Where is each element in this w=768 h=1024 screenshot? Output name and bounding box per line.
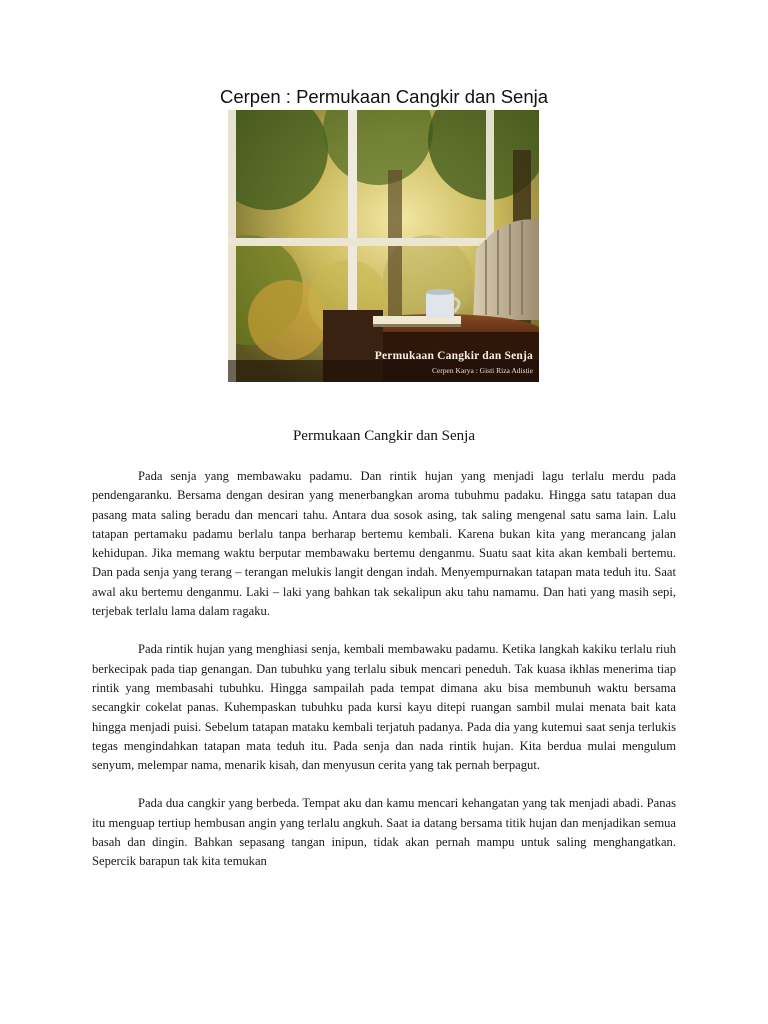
window-scene-illustration	[228, 110, 539, 382]
paragraph: Pada dua cangkir yang berbeda. Tempat aku dan kamu mencari kehangatan yang tak menjadi abadi. Panas itu menguap tertiup hembusan angin yang terlalu angkuh. Saat ia datang bersama titik hujan dan menjadikan semua basah dan dingin. Bahkan sepasang tangan inipun, tidak akan pernah mampu untuk saling menghangatkan. Sepercik barapun tak kita temukan	[92, 796, 676, 869]
story-body	[92, 467, 676, 891]
paragraph: Pada rintik hujan yang menghiasi senja, kembali membawaku padamu. Ketika langkah kakiku terlalu riuh berkecipak pada tiap genangan. Dan tubuhku yang terlalu sibuk mencari peneduh. Tak kuasa ikhlas menerima tiap rintik yang membasahi tubuhku. Hingga sampailah pada tempat dimana aku bisa membunuh waktu bersama secangkir cokelat panas. Kuhempaskan tubuhku pada kursi kayu ditepi ruangan sambil mulai menata bait kata hingga menjadi puisi. Sebelum tatapan mataku kembali terjatuh padanya. Pada dia yang kutemui saat senja terlukis tegas mengindahkan tatapan mata teduh itu. Pada senja dan nada rintik hujan. Kita berdua mulai mengulum senyum, melempar nama, menarik kisah, dan menyusun cerita yang tak pernah berpagut.	[92, 642, 676, 773]
cover-caption: Permukaan Cangkir dan Senja	[374, 350, 533, 362]
paragraph: Pada senja yang membawaku padamu. Dan rintik hujan yang menjadi lagu terlalu merdu pada pendengaranku. Bersama dengan desiran yang menerbangkan aroma tubuhmu padaku. Hingga satu tatapan dua pasang mata saling beradu dan mencari tahu. Antara dua sosok asing, tak saling mengenal satu sama lain. Lalu tatapan pertamaku padamu berlalu tanpa berharap bertemu kembali. Karena bukan kita yang merancang jalan kehidupan. Jika memang waktu berputar membawaku bertemu denganmu. Suatu saat kita akan kembali bertemu. Dan pada senja yang terang – terangan melukis langit dengan indah. Menyempurnakan tatapan mata teduh itu. Saat awal aku bertemu denganmu. Laki – laki yang bahkan tak sekalipun aku tahu namamu. Dan hati yang masih sepi, terjebak terlalu lama dalam ragaku.	[92, 469, 676, 619]
story-title: Permukaan Cangkir dan Senja	[292, 428, 476, 444]
cover-subcaption: Cerpen Karya : Gisti Riza Adistie	[431, 366, 533, 375]
cover-image	[228, 110, 539, 382]
document-title: Cerpen : Permukaan Cangkir dan Senja	[219, 86, 549, 107]
